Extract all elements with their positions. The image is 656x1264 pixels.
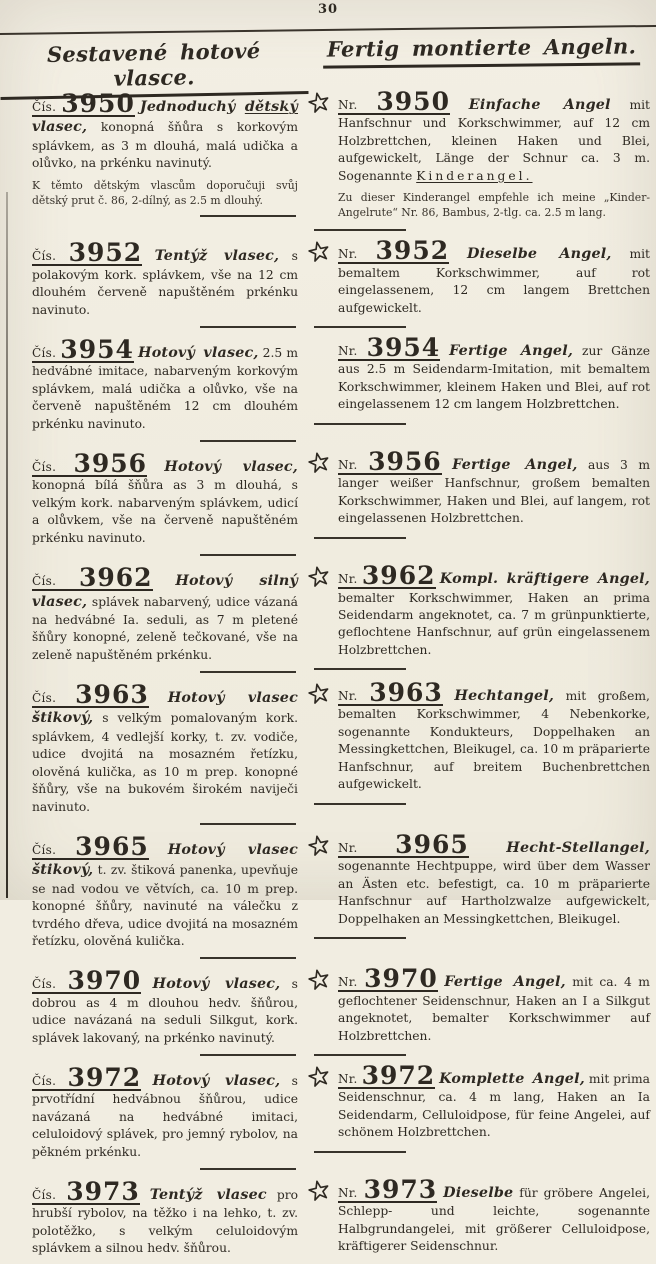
entry-number-group	[338, 561, 436, 591]
entry-title: Dieselbe Angel,	[467, 246, 612, 263]
entry-body: 2.5 m hedvábné imitace, nabarveným korkovým splávkem, malá udička a olůvko, vše na červeně napuštěném 12 cm dlouhém prkénku navinuto.	[32, 345, 298, 431]
entry-number-group	[32, 832, 149, 862]
entry-body: t. zv. štiková panenka, upevňuje se nad vodou ve větvích, ca. 10 m prep. konopné šňůry, navinuté na válečku z tvrdého dřeva, udice dvojitá na mosazném řetízku, olověná kulička.	[32, 863, 298, 948]
entry-label: Čís.	[32, 691, 57, 706]
catalog-entry-de	[308, 1176, 656, 1264]
entry-paragraph	[32, 238, 298, 319]
entry-number: 3972	[67, 1063, 142, 1093]
entry-number: 3950	[376, 87, 450, 116]
entry-number: 3956	[73, 449, 148, 479]
entry-label: Čís.	[32, 977, 57, 992]
entry-label: Čís.	[32, 1188, 57, 1203]
entry-title: Tentýž vlasec,	[154, 248, 280, 265]
entry-body: pro hrubší rybolov, na těžko i na lehko, t. zv. polotěžko, s velkým celuloidovým splávkem a silnou hedv. šňůrou.	[32, 1188, 298, 1256]
catalog-entry-cz	[0, 679, 308, 831]
column-header-cz: Sestavené hotové vlasce.	[0, 37, 309, 100]
catalog-entry-de	[308, 448, 656, 562]
entry-number: 3973	[363, 1175, 438, 1205]
entry-title: Fertige Angel,	[452, 457, 578, 474]
entry-label: Čís.	[32, 249, 57, 264]
entry-label: Nr.	[338, 975, 358, 990]
entry-body: für gröbere Angelei, Schlepp- und leichte, sogenannte Halbgrundangelei, mit größerer Celluloidpose, kräftigerer Seidenschnur.	[338, 1186, 650, 1254]
entry-label: Čís.	[32, 460, 57, 475]
entry-body: bemalter Korkschwimmer, Haken an prima Seidendarm angeknotet, ca. 7 m grünpunktierte, geflochtene Hanfschnur, auf grün eingelassenem Holzbrettchen.	[338, 590, 650, 657]
entry-body: konopná bílá šňůra as 3 m dlouhá, s velkým kork. nabarveným splávkem, udicí a olůvkem, vše na červeně napuštěném prkénku navinuto.	[32, 478, 298, 545]
entry-number-group	[32, 238, 143, 268]
entry-title: Hotový vlasec,	[152, 976, 281, 993]
entry-paragraph	[32, 680, 298, 816]
entry-number-group	[32, 89, 135, 118]
catalog-entry-cz	[0, 1176, 308, 1264]
entry-body: s polakovým kork. splávkem, vše na 12 cm dlouhém červeně napuštěném prkénku navinuto.	[32, 249, 298, 317]
entry-label: Čís.	[32, 345, 57, 360]
entry-separator	[200, 440, 296, 442]
catalog-entry-de	[308, 679, 656, 831]
entry-separator	[200, 957, 296, 959]
catalog-entry-cz	[0, 1062, 308, 1176]
entry-number: 3950	[61, 89, 135, 118]
star-icon	[308, 1066, 330, 1088]
star-icon	[308, 683, 330, 705]
entry-paragraph	[32, 563, 298, 664]
entry-number: 3954	[366, 332, 441, 362]
entry-label: Čís.	[32, 574, 57, 589]
entry-paragraph	[338, 87, 650, 185]
entry-title: Hotový vlasec,	[164, 459, 298, 476]
entry-number: 3970	[67, 966, 142, 996]
entry-title: Tentýž vlasec	[149, 1187, 267, 1204]
entry-separator	[200, 326, 296, 328]
entry-number: 3956	[368, 447, 442, 477]
catalog-entry-cz	[0, 88, 308, 237]
entry-number: 3954	[60, 334, 134, 364]
entry-title: Jednoduchý dětský vlasec,	[32, 99, 298, 136]
entry-body: zur Gänze aus 2.5 m Seidendarm-Imitation, mit bemaltem Korkschwimmer, kleinem Haken und Blei, auf rot eingelassenem 12 cm langem Holzbrettchen.	[338, 343, 650, 412]
entry-paragraph	[338, 830, 650, 928]
entry-paragraph	[32, 966, 298, 1047]
catalog-entry-de	[308, 334, 656, 448]
entry-title: Hotový vlasec,	[152, 1073, 281, 1090]
entry-body: konopná šňůra s korkovým splávkem, as 3 m dlouhá, malá udička a olůvko, na prkénku navinutý.	[32, 120, 298, 171]
entry-paragraph	[32, 1063, 298, 1161]
entry-note: Zu dieser Kinderangel empfehle ich meine „Kinder-Angelrute“ Nr. 86, Bambus, 2-tlg. ca. 2.5 m lang.	[338, 191, 650, 220]
entry-separator	[200, 671, 296, 673]
entry-title: Hotový vlasec štikový,	[32, 842, 298, 879]
entry-number-group	[32, 334, 134, 364]
entry-note: K těmto dětským vlascům doporučuji svůj dětský prut č. 86, 2-dílný, as 2.5 m dlouhý.	[32, 178, 298, 207]
entry-title: Fertige Angel,	[449, 342, 574, 359]
entry-paragraph	[32, 89, 298, 173]
page-number: 30	[317, 2, 339, 17]
entry-paragraph	[32, 832, 298, 950]
entry-body: sogenannte Hechtpuppe, wird über dem Wasser an Ästen etc. befestigt, ca. 10 m präparierte Hanfschnur auf Hartholzwalze aufgewickelt, Doppelhaken an Messingkettchen, Bleikugel.	[338, 859, 650, 926]
star-icon	[308, 835, 330, 857]
entry-number-group	[32, 680, 149, 710]
entry-body: mit bemaltem Korkschwimmer, auf rot eingelassenem, 12 cm langem Brettchen aufgewickelt.	[338, 247, 650, 315]
entry-label: Nr.	[338, 841, 358, 856]
entry-number: 3963	[75, 680, 149, 710]
entry-separator	[314, 326, 406, 328]
catalog-entry-de	[308, 88, 656, 237]
entry-body: aus 3 m langer weißer Hanfschnur, großem bemalten Korkschwimmer, Haken und Blei, auf langem, rot eingelassenen Holzbrettchen.	[338, 458, 650, 526]
entry-separator	[200, 215, 296, 217]
star-icon	[308, 566, 330, 588]
entry-number-group	[32, 966, 142, 996]
entry-number-group	[338, 830, 469, 860]
entry-label: Nr.	[338, 247, 358, 262]
entry-title: Einfache Angel	[468, 97, 611, 113]
entry-paragraph	[338, 447, 650, 528]
entry-paragraph	[338, 1061, 650, 1142]
entry-separator	[314, 668, 406, 670]
entry-number: 3962	[361, 561, 436, 591]
entry-title: Dieselbe	[443, 1185, 514, 1202]
entry-title: Komplette Angel,	[439, 1071, 585, 1088]
entry-body: splávek nabarvený, udice vázaná na hedvábné Ia. seduli, as 7 m pletené šňůry konopné, zeleně tečkované, vše na zeleně napuštěném prkénku.	[32, 594, 298, 662]
catalog-entry-de	[308, 831, 656, 965]
entry-number: 3952	[375, 236, 450, 266]
entry-title: Hotový vlasec,	[137, 344, 259, 361]
entry-paragraph	[338, 236, 650, 317]
entry-body: s dobrou as 4 m dlouhou hedv. šňůrou, udice navázaná na seduli Silkgut, kork. splávek lakovaný, na prkénko navinutý.	[32, 977, 298, 1045]
entry-number: 3970	[364, 964, 438, 994]
entry-number-group	[338, 447, 442, 477]
catalog-entry-cz	[0, 237, 308, 334]
catalog-entry-de	[308, 1062, 656, 1176]
entry-number-group	[32, 563, 153, 593]
entry-label: Nr.	[338, 689, 358, 704]
catalog-entry-de	[308, 965, 656, 1062]
entry-paragraph	[338, 1175, 650, 1256]
entry-paragraph	[32, 1177, 298, 1258]
entry-title: Fertige Angel,	[444, 974, 566, 991]
entry-body: mit prima Seidenschnur, ca. 4 m lang, Haken an Ia Seidendarm, Celluloidpose, für feine Angelei, auf schönem Holzbrettchen.	[338, 1072, 650, 1140]
star-icon	[308, 92, 330, 114]
star-icon	[308, 1180, 330, 1202]
entry-label: Čís.	[32, 100, 57, 114]
entry-label: Čís.	[32, 843, 57, 858]
entry-number: 3965	[395, 830, 469, 860]
entry-separator	[314, 229, 406, 231]
entry-title: Hechtangel,	[454, 688, 555, 705]
entry-separator	[314, 937, 406, 939]
entry-paragraph	[32, 449, 298, 547]
entry-separator	[314, 1054, 406, 1056]
entry-number-group	[338, 964, 438, 994]
entry-label: Nr.	[338, 1072, 358, 1087]
entry-number-group	[338, 1175, 438, 1205]
entry-number: 3965	[75, 832, 149, 862]
star-icon	[308, 452, 330, 474]
entry-paragraph	[338, 678, 650, 794]
entry-number-group	[338, 1061, 436, 1091]
entry-separator	[200, 1168, 296, 1170]
entry-separator	[314, 1151, 406, 1153]
entry-separator	[200, 823, 296, 825]
column-header-de: Fertig montierte Angeln.	[323, 33, 641, 68]
entry-body: s velkým pomalovaným kork. splávkem, 4 vedlejší korky, t. zv. vodiče, udice dvojitá na mosazném řetízku, olověná kulička, as 10 m prep. konopné šňůry, vše na bukovém širokém naviječi navinuto.	[32, 711, 298, 814]
entry-title: Hotový vlasec štikový,	[32, 690, 298, 727]
entry-separator	[200, 554, 296, 556]
catalog-entry-cz	[0, 831, 308, 965]
entry-number-group	[338, 236, 450, 266]
entry-paragraph	[32, 334, 298, 433]
entry-separator	[200, 1054, 296, 1056]
catalog-entry-de	[308, 237, 656, 334]
entry-body: mit großem, bemalten Korkschwimmer, 4 Nebenkorke, sogenannte Kondukteurs, Doppelhaken an Messingkettchen, Bleikugel, ca. 10 m präparierte Hanfschnur, auf breitem Buchenbrettchen aufgewickelt.	[338, 689, 650, 792]
entry-number: 3962	[78, 563, 153, 593]
entries-grid	[0, 88, 656, 1264]
entry-label: Nr.	[338, 1186, 358, 1201]
star-icon	[308, 241, 330, 263]
entry-number: 3973	[66, 1177, 140, 1207]
entry-label: Nr.	[338, 458, 358, 473]
star-icon	[308, 969, 330, 991]
entry-paragraph	[338, 332, 650, 414]
entry-body: mit ca. 4 m geflochtener Seidenschnur, Haken an I a Silkgut angeknotet, bemalter Korkschwimmer auf Holzbrettchen.	[338, 975, 650, 1043]
catalog-entry-cz	[0, 562, 308, 679]
entry-separator	[314, 803, 406, 805]
entry-title: Hotový silný vlasec,	[32, 573, 298, 610]
entry-body: s prvotřídní hedvábnou šňůrou, udice navázaná na hedvábné imitaci, celuloidový splávek, pro jemný rybolov, na pěkném prkénku.	[32, 1074, 298, 1159]
entry-number: 3963	[369, 678, 443, 708]
entry-separator	[314, 537, 406, 539]
entry-separator	[314, 423, 406, 425]
entry-number-group	[32, 1177, 140, 1207]
entry-number-group	[32, 449, 148, 479]
entry-number-group	[338, 332, 441, 362]
catalog-entry-cz	[0, 334, 308, 448]
catalog-entry-cz	[0, 448, 308, 562]
entry-number-group	[338, 678, 443, 708]
entry-label: Čís.	[32, 1074, 57, 1089]
entry-number-group	[32, 1063, 142, 1093]
entry-number: 3972	[361, 1061, 436, 1091]
entry-label: Nr.	[338, 343, 358, 358]
catalog-entry-cz	[0, 965, 308, 1062]
entry-number: 3952	[68, 238, 143, 268]
entry-label: Nr.	[338, 572, 358, 587]
entry-paragraph	[338, 964, 650, 1045]
catalog-entry-de	[308, 562, 656, 679]
entry-body: mit Hanfschnur und Korkschwimmer, auf 12 cm Holzbrettchen, kleinen Haken und Blei, aufgewickelt, Länge der Schnur ca. 3 m. Sogenannte Kinderangel.	[338, 98, 650, 183]
entry-number-group	[338, 87, 450, 116]
entry-title: Hecht-Stellangel,	[506, 840, 650, 857]
entry-label: Nr.	[338, 98, 358, 112]
entry-paragraph	[338, 561, 650, 659]
entry-title: Kompl. kräftigere Angel,	[439, 571, 650, 588]
